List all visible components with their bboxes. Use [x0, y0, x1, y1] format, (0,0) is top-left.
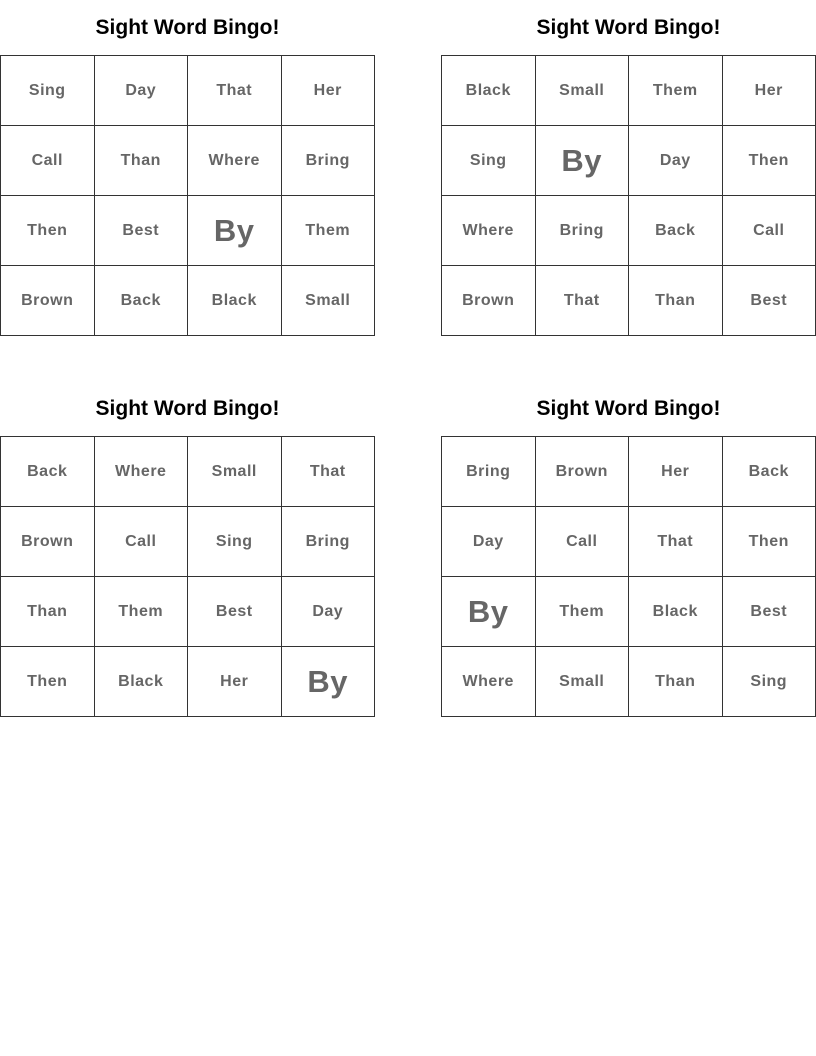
bingo-cell: Back [95, 266, 189, 336]
bingo-cell: Black [629, 577, 723, 647]
bingo-cell: Sing [723, 647, 816, 717]
bingo-card-2 [441, 0, 816, 336]
bingo-cell: Sing [442, 126, 536, 196]
bingo-cell: That [629, 507, 723, 577]
bingo-cell: Then [1, 196, 95, 266]
bingo-cell: Best [723, 266, 816, 336]
bingo-cell: Day [282, 577, 376, 647]
bingo-cell: That [282, 437, 376, 507]
bingo-cell: Than [1, 577, 95, 647]
bingo-cell: Where [442, 196, 536, 266]
bingo-card-1 [0, 0, 375, 336]
bingo-cell: Day [442, 507, 536, 577]
card-title: Sight Word Bingo! [536, 397, 721, 420]
bingo-cell: Back [723, 437, 816, 507]
bingo-cell: Then [723, 507, 816, 577]
bingo-card-4 [441, 381, 816, 717]
bingo-cell: Brown [1, 266, 95, 336]
bingo-cell: Call [95, 507, 189, 577]
card-title: Sight Word Bingo! [95, 397, 280, 420]
bingo-cell: Then [1, 647, 95, 717]
bingo-cell: Small [282, 266, 376, 336]
bingo-cell: Sing [188, 507, 282, 577]
bingo-cell: Best [95, 196, 189, 266]
bingo-cell: Her [282, 56, 376, 126]
bingo-cell: Than [629, 266, 723, 336]
bingo-cell: That [536, 266, 630, 336]
bingo-cell: Small [536, 56, 630, 126]
bingo-cell: Call [1, 126, 95, 196]
bingo-cell: Brown [1, 507, 95, 577]
bingo-grid [0, 55, 375, 336]
bingo-cell-featured: By [188, 196, 282, 266]
bingo-cell: Black [188, 266, 282, 336]
bingo-cell: Brown [442, 266, 536, 336]
bingo-cell: Than [95, 126, 189, 196]
bingo-cell: Her [723, 56, 816, 126]
bingo-grid [0, 436, 375, 717]
card-title: Sight Word Bingo! [536, 16, 721, 39]
bingo-cell: Day [95, 56, 189, 126]
bingo-cell: Then [723, 126, 816, 196]
bingo-cell-featured: By [536, 126, 630, 196]
bingo-cell: Best [723, 577, 816, 647]
bingo-cell: Bring [282, 507, 376, 577]
bingo-card-3 [0, 381, 375, 717]
bingo-cell: Them [95, 577, 189, 647]
bingo-cell: Sing [1, 56, 95, 126]
bingo-cell: Call [723, 196, 816, 266]
bingo-cell: Bring [442, 437, 536, 507]
bingo-cell-featured: By [442, 577, 536, 647]
bingo-cell: Call [536, 507, 630, 577]
bingo-cell: Than [629, 647, 723, 717]
bingo-cell-featured: By [282, 647, 376, 717]
bingo-cell: That [188, 56, 282, 126]
bingo-cell: Black [95, 647, 189, 717]
bingo-cell: Back [629, 196, 723, 266]
bingo-cell: Small [188, 437, 282, 507]
bingo-cell: Bring [536, 196, 630, 266]
bingo-cell: Her [188, 647, 282, 717]
bingo-cell: Small [536, 647, 630, 717]
bingo-cell: Day [629, 126, 723, 196]
bingo-cell: Them [536, 577, 630, 647]
bingo-cell: Where [95, 437, 189, 507]
bingo-grid [441, 55, 816, 336]
bingo-cell: Them [282, 196, 376, 266]
card-title: Sight Word Bingo! [95, 16, 280, 39]
bingo-cell: Black [442, 56, 536, 126]
bingo-grid [441, 436, 816, 717]
bingo-cell: Where [188, 126, 282, 196]
bingo-cell: Her [629, 437, 723, 507]
bingo-cell: Bring [282, 126, 376, 196]
bingo-cell: Best [188, 577, 282, 647]
bingo-cell: Brown [536, 437, 630, 507]
bingo-cell: Where [442, 647, 536, 717]
bingo-cell: Back [1, 437, 95, 507]
bingo-cell: Them [629, 56, 723, 126]
